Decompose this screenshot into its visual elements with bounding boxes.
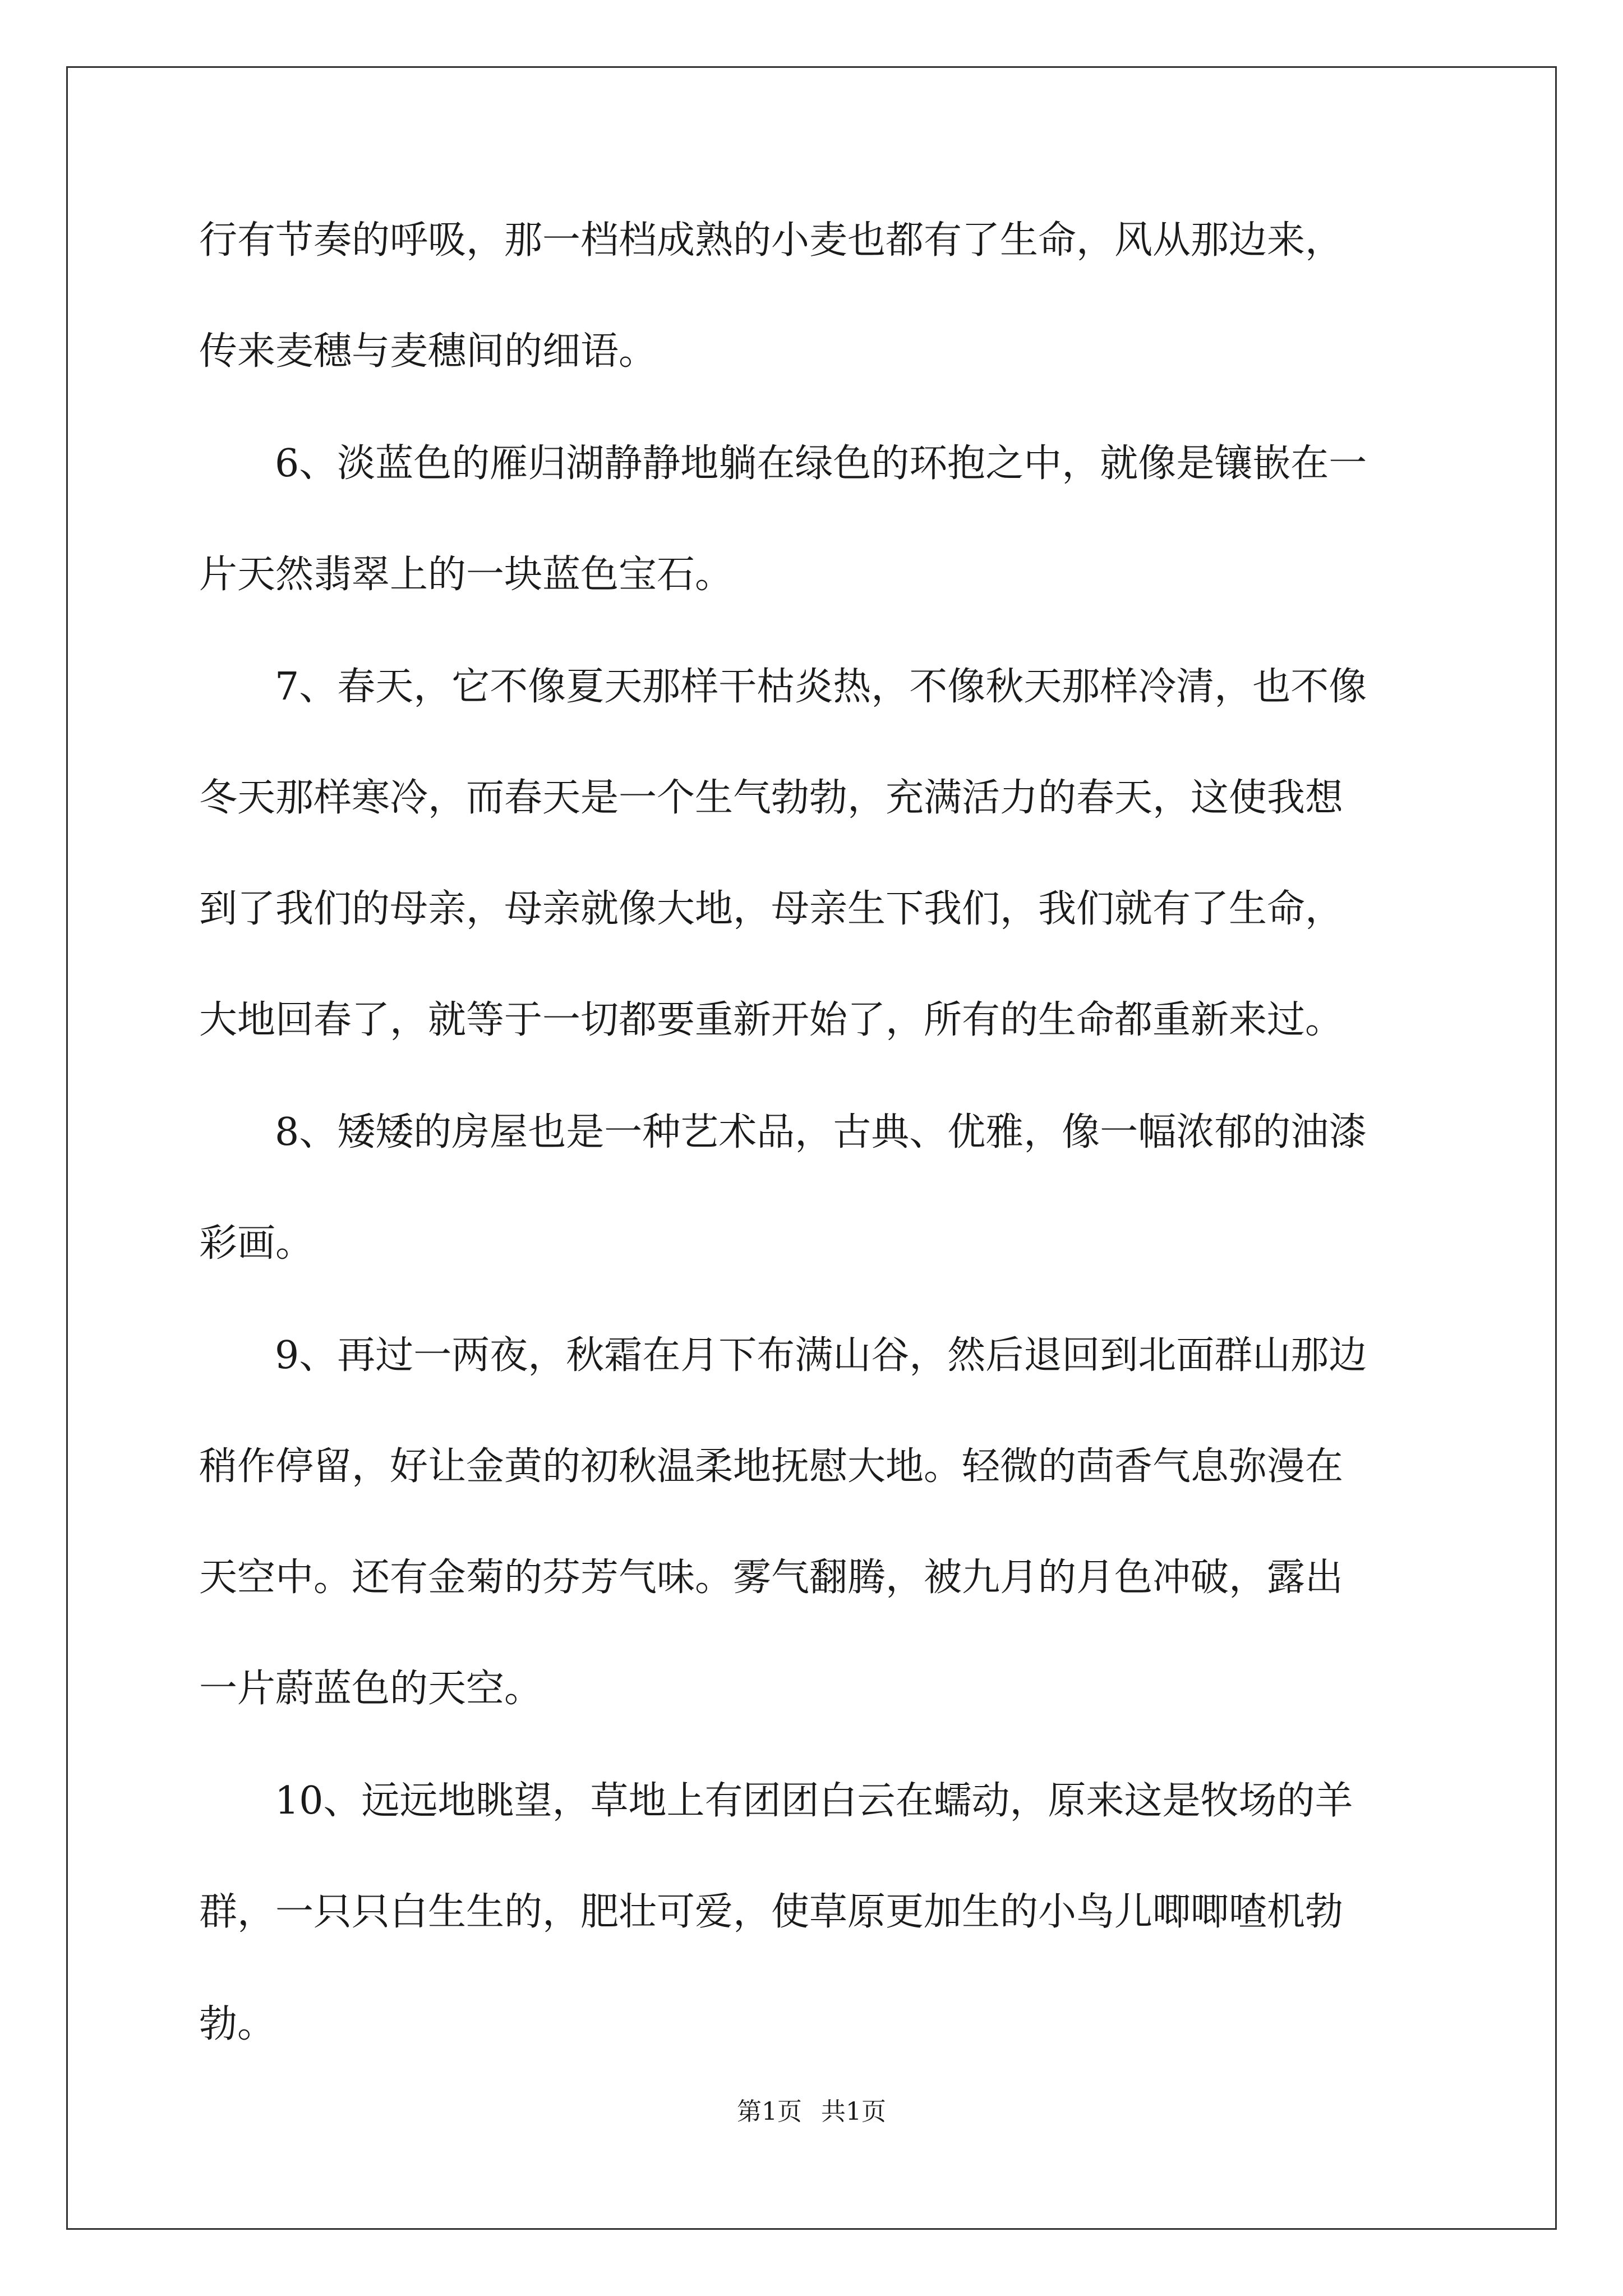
text-line: 大地回春了，就等于一切都要重新开始了，所有的生命都重新来过。	[199, 998, 1344, 1042]
text-line: 到了我们的母亲，母亲就像大地，母亲生下我们，我们就有了生命，	[199, 887, 1344, 931]
text-line: 天空中。还有金菊的芬芳气味。雾气翻腾，被九月的月色冲破，露出	[199, 1556, 1344, 1600]
text-line: 稍作停留，好让金黄的初秋温柔地抚慰大地。轻微的茴香气息弥漫在	[199, 1444, 1344, 1489]
text-line: 冬天那样寒冷，而春天是一个生气勃勃，充满活力的春天，这使我想	[199, 776, 1344, 820]
text-line: 群，一只只白生生的，肥壮可爱，使草原更加生的小鸟儿唧唧喳机勃	[199, 1890, 1344, 1934]
paragraph-7-line-1: 7、春天，它不像夏天那样干枯炎热，不像秋天那样冷清，也不像	[275, 665, 1367, 709]
paragraph-6-line-1: 6、淡蓝色的雁归湖静静地躺在绿色的环抱之中，就像是镶嵌在一	[275, 441, 1367, 486]
paragraph-10-line-1: 10、远远地眺望，草地上有团团白云在蠕动，原来这是牧场的羊	[275, 1779, 1353, 1823]
text-line: 一片蔚蓝色的天空。	[199, 1667, 543, 1711]
text-line: 彩画。	[199, 1221, 314, 1266]
text-line: 片天然翡翠上的一块蓝色宝石。	[199, 553, 734, 597]
page-total: 共1页	[821, 2097, 886, 2126]
paragraph-8-line-1: 8、矮矮的房屋也是一种艺术品，古典、优雅，像一幅浓郁的油漆	[275, 1110, 1367, 1154]
text-line: 行有节奏的呼吸，那一档档成熟的小麦也都有了生命，风从那边来，	[199, 218, 1344, 263]
text-line: 传来麦穗与麦穗间的细语。	[199, 329, 657, 374]
page-footer	[0, 2095, 1623, 2129]
paragraph-9-line-1: 9、再过一两夜，秋霜在月下布满山谷，然后退回到北面群山那边	[275, 1333, 1367, 1378]
text-line: 勃。	[199, 2002, 276, 2046]
page-number: 第1页	[737, 2097, 802, 2126]
